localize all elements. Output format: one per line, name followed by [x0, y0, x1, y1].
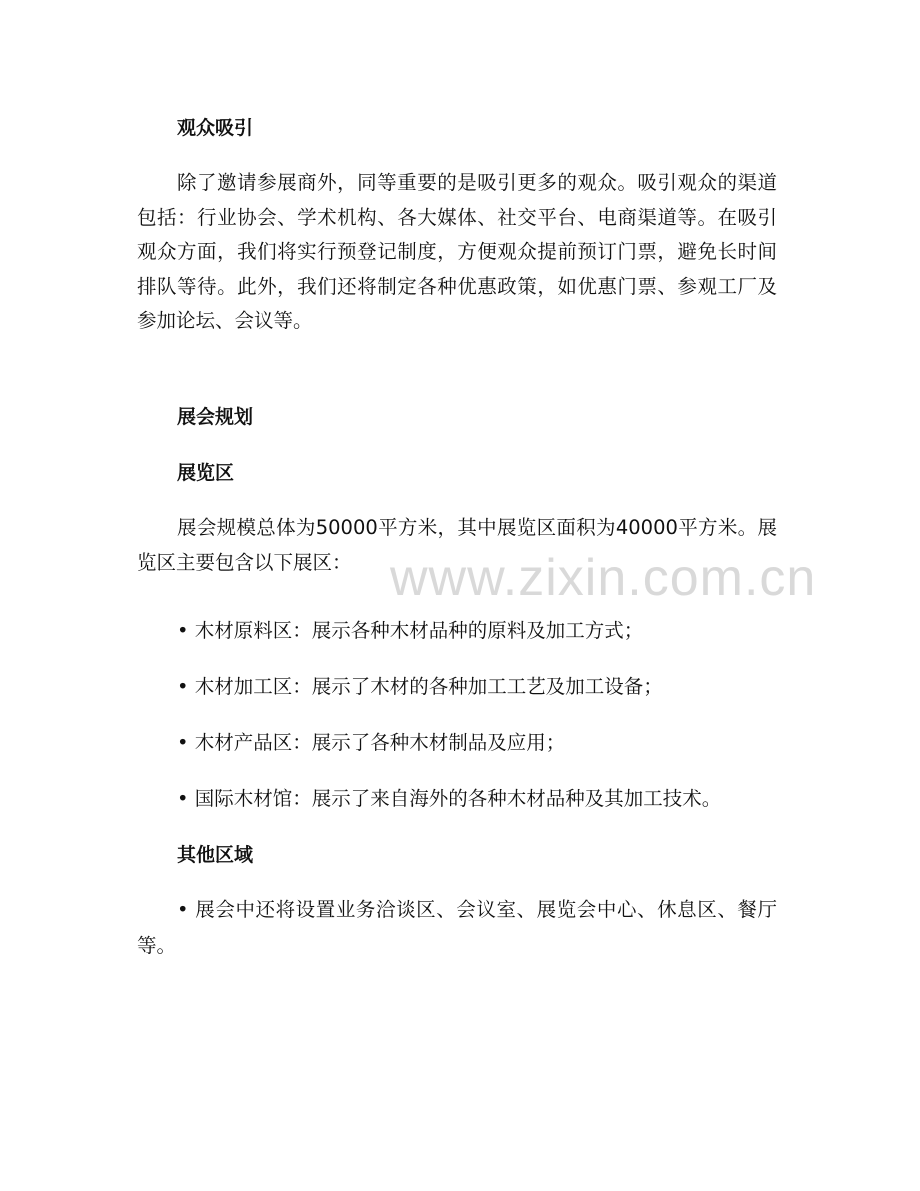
watermark: www.zixin.com.cn [390, 549, 817, 607]
audience-paragraph: 除了邀请参展商外，同等重要的是吸引更多的观众。吸引观众的渠道包括：行业协会、学术机构、各大媒体、社交平台、电商渠道等。在吸引观众方面，我们将实行预登记制度，方便观众提前预订门票，避免长时间排队等待。此外，我们还将制定各种优惠政策，如优惠门票、参观工厂及参加论坛、会议等。 [137, 171, 777, 332]
other-heading: 其他区域 [177, 844, 254, 866]
exhibit-list-item: • 木材原料区：展示各种木材品种的原料及加工方式； [177, 619, 644, 642]
exhibit-paragraph: 展会规模总体为50000平方米，其中展览区面积为40000平方米。展览区主要包含以下展区： [137, 516, 777, 574]
audience-heading: 观众吸引 [177, 117, 254, 139]
exhibit-heading: 展览区 [177, 462, 235, 484]
plan-heading: 展会规划 [177, 406, 254, 428]
other-list-item: • 展会中还将设置业务洽谈区、会议室、展览会中心、休息区、餐厅等。 [137, 898, 777, 957]
exhibit-list-item: • 木材产品区：展示了各种木材制品及应用； [177, 731, 566, 754]
exhibit-list-item: • 木材加工区：展示了木材的各种加工工艺及加工设备； [177, 675, 663, 698]
exhibit-list-item: • 国际木材馆：展示了来自海外的各种木材品种及其加工技术。 [177, 787, 722, 810]
